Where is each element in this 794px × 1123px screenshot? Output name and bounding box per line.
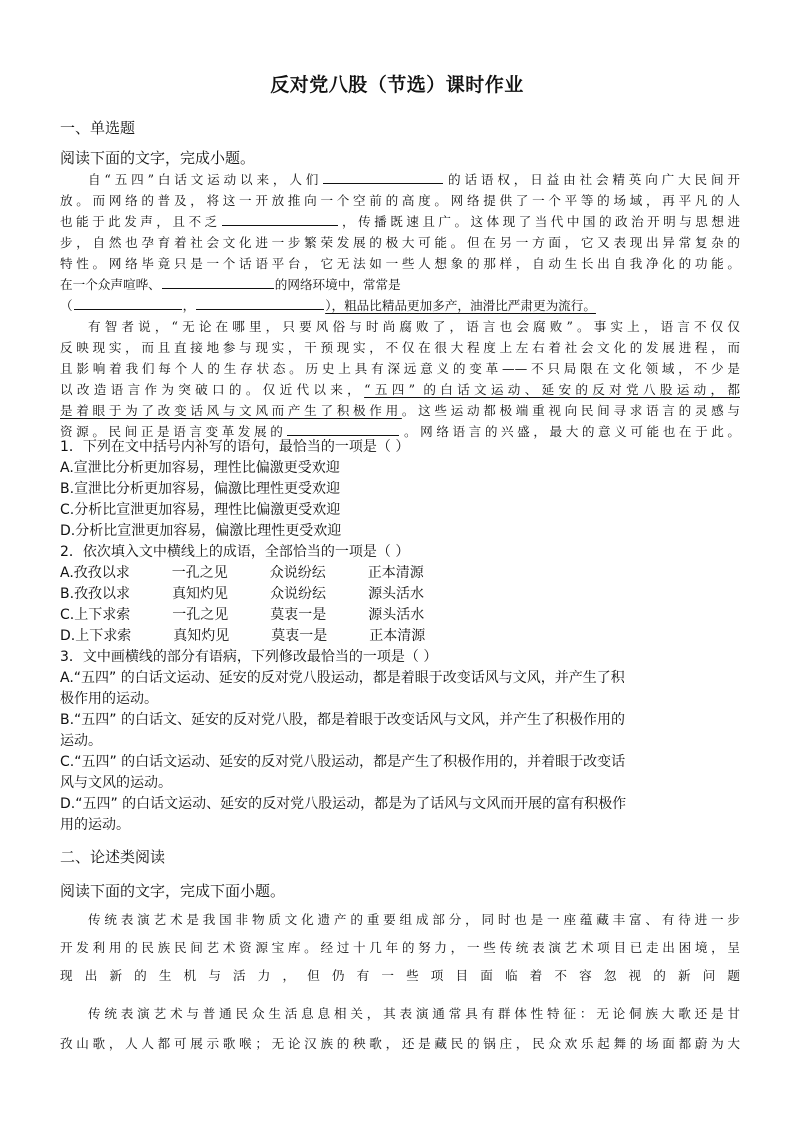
option-c[interactable]: C.上下求索 一孔之见 莫衷一是 源头活水 bbox=[60, 607, 425, 623]
passage-text: 以改造语言作为突破口的。仅近代以来， bbox=[60, 382, 365, 397]
passage-text: 的话语权，日益由社会精英向广大民间开 bbox=[444, 172, 740, 187]
passage-text: 资源。民间正是语言变革发展的 bbox=[60, 424, 287, 439]
passage-line: 放。而网络的普及，将这一开放推向一个空前的高度。网络提供了一个平等的场域，再平凡的人 bbox=[60, 193, 740, 208]
passage-line bbox=[60, 211, 740, 232]
option-c-cont[interactable]: 风与文风的运动。 bbox=[60, 775, 172, 791]
passage-line bbox=[60, 295, 740, 316]
passage-text: 自“五四”白话文运动以来，人们 bbox=[88, 172, 323, 187]
passage-line: 开发利用的民族民间艺术资源宝库。经过十几年的努力，一些传统表演艺术项目已走出困境，呈 bbox=[60, 940, 740, 955]
option-a[interactable]: A.“五四” 的白话文运动、延安的反对党八股运动，都是着眼于改变话风与文风，并产生了积 bbox=[60, 670, 625, 686]
fill-blank-2 bbox=[222, 211, 338, 226]
passage-text: 。这些运动都极端重视向民间寻求语言的灵感与 bbox=[401, 403, 740, 418]
option-b[interactable]: B.“五四” 的白话文、延安的反对党八股，都是着眼于改变话风与文风，并产生了积极作用的 bbox=[60, 712, 626, 728]
passage-line: 孜山歌，人人都可展示歌喉；无论汉族的秧歌，还是藏民的锅庄，民众欢乐起舞的场面都蔚为大 bbox=[60, 1036, 740, 1051]
fill-blank-4 bbox=[287, 421, 399, 436]
passage-text: ，传播既速且广。这体现了当代中国的政治开明与思想进 bbox=[338, 214, 740, 229]
passage-text: 也能于此发声，且不乏 bbox=[60, 214, 221, 229]
passage-line: 有智者说，“无论在哪里，只要风俗与时尚腐败了，语言也会腐败”。事实上，语言不仅仅 bbox=[88, 319, 740, 334]
question-stem: 2．依次填入文中横线上的成语，全部恰当的一项是（ ） bbox=[60, 544, 410, 560]
fill-blank-1 bbox=[323, 169, 443, 184]
section-heading-single-choice: 一、单选题 bbox=[60, 119, 136, 137]
bracket-open: （ bbox=[60, 298, 73, 313]
passage-line: 特性。网络毕竟只是一个话语平台，它无法如一些人想象的那样，自动生长出自我净化的功能。 bbox=[60, 256, 740, 271]
option-b[interactable]: B.孜孜以求 真知灼见 众说纷纭 源头活水 bbox=[60, 586, 425, 602]
section-heading-argumentative: 二、论述类阅读 bbox=[60, 848, 166, 866]
bracket-blank-2 bbox=[196, 295, 324, 310]
reading-instruction: 阅读下面的文字，完成下面小题。 bbox=[60, 882, 286, 900]
question-stem: 3．文中画横线的部分有语病，下列修改最恰当的一项是（ ） bbox=[60, 649, 438, 665]
passage-text: ， bbox=[182, 298, 196, 313]
passage-text: 的网络环境中，常常是 bbox=[274, 277, 401, 292]
passage-text: 。网络语言的兴盛，最大的意义可能也在于此。 bbox=[400, 424, 740, 439]
option-c[interactable]: C.分析比宣泄更加容易，理性比偏激更受欢迎 bbox=[60, 502, 341, 518]
passage-line: 反映现实，而且直接地参与现实，干预现实，不仅在很大程度上左右着社会文化的发展进程，而 bbox=[60, 340, 740, 355]
passage-line bbox=[60, 400, 740, 421]
passage-line bbox=[60, 379, 740, 400]
option-c[interactable]: C.“五四” 的白话文运动、延安的反对党八股运动，都是产生了积极作用的，并着眼于改变话 bbox=[60, 754, 626, 770]
underlined-sentence: “五四” 的白话文运动、延安的反对党八股运动，都 bbox=[364, 382, 740, 397]
option-d[interactable]: D.“五四” 的白话文运动、延安的反对党八股运动，都是为了话风与文风而开展的富有积极作 bbox=[60, 796, 627, 812]
option-d[interactable]: D.分析比宣泄更加容易，偏激比理性更受欢迎 bbox=[60, 523, 342, 539]
passage-line: 现出新的生机与活力，但仍有一些项目面临着不容忽视的新问题 bbox=[60, 968, 740, 983]
option-d[interactable]: D.上下求索 真知灼见 莫衷一是 正本清源 bbox=[60, 628, 426, 644]
option-a[interactable]: A.孜孜以求 一孔之见 众说纷纭 正本清源 bbox=[60, 565, 424, 581]
fill-blank-3 bbox=[162, 274, 274, 289]
passage-line: 传统表演艺术与普通民众生活息息相关，其表演通常具有群体性特征：无论侗族大歌还是甘 bbox=[88, 1006, 740, 1021]
option-a-cont[interactable]: 极作用的运动。 bbox=[60, 691, 158, 707]
passage-line bbox=[60, 169, 740, 190]
option-b-cont[interactable]: 运动。 bbox=[60, 733, 102, 749]
passage-line: 且影响着我们每个人的生存状态。历史上具有深远意义的变革——不只局限在文化领域，不少是 bbox=[60, 361, 740, 376]
passage-line: 步，自然也孕育着社会文化进一步繁荣发展的极大可能。但在另一方面，它又表现出异常复杂的 bbox=[60, 235, 740, 250]
reading-instruction: 阅读下面的文字，完成小题。 bbox=[60, 149, 256, 167]
option-d-cont[interactable]: 用的运动。 bbox=[60, 817, 130, 833]
page-title: 反对党八股（节选）课时作业 bbox=[270, 74, 524, 96]
option-b[interactable]: B.宣泄比分析更加容易，偏激比理性更受欢迎 bbox=[60, 481, 341, 497]
passage-text: ），粗品比精品更加多产，油滑比严肃更为流行。 bbox=[325, 298, 596, 313]
question-stem: 1．下列在文中括号内补写的语句，最恰当的一项是（ ） bbox=[60, 439, 410, 455]
passage-line: 传统表演艺术是我国非物质文化遗产的重要组成部分，同时也是一座蕴藏丰富、有待进一步 bbox=[88, 912, 740, 927]
bracket-blank-1 bbox=[74, 295, 182, 310]
passage-text: 在一个众声喧哗、 bbox=[60, 277, 161, 292]
underlined-sentence: 是着眼于为了改变话风与文风而产生了积极作用 bbox=[60, 403, 402, 418]
passage-line bbox=[60, 274, 740, 295]
option-a[interactable]: A.宣泄比分析更加容易，理性比偏激更受欢迎 bbox=[60, 460, 340, 476]
